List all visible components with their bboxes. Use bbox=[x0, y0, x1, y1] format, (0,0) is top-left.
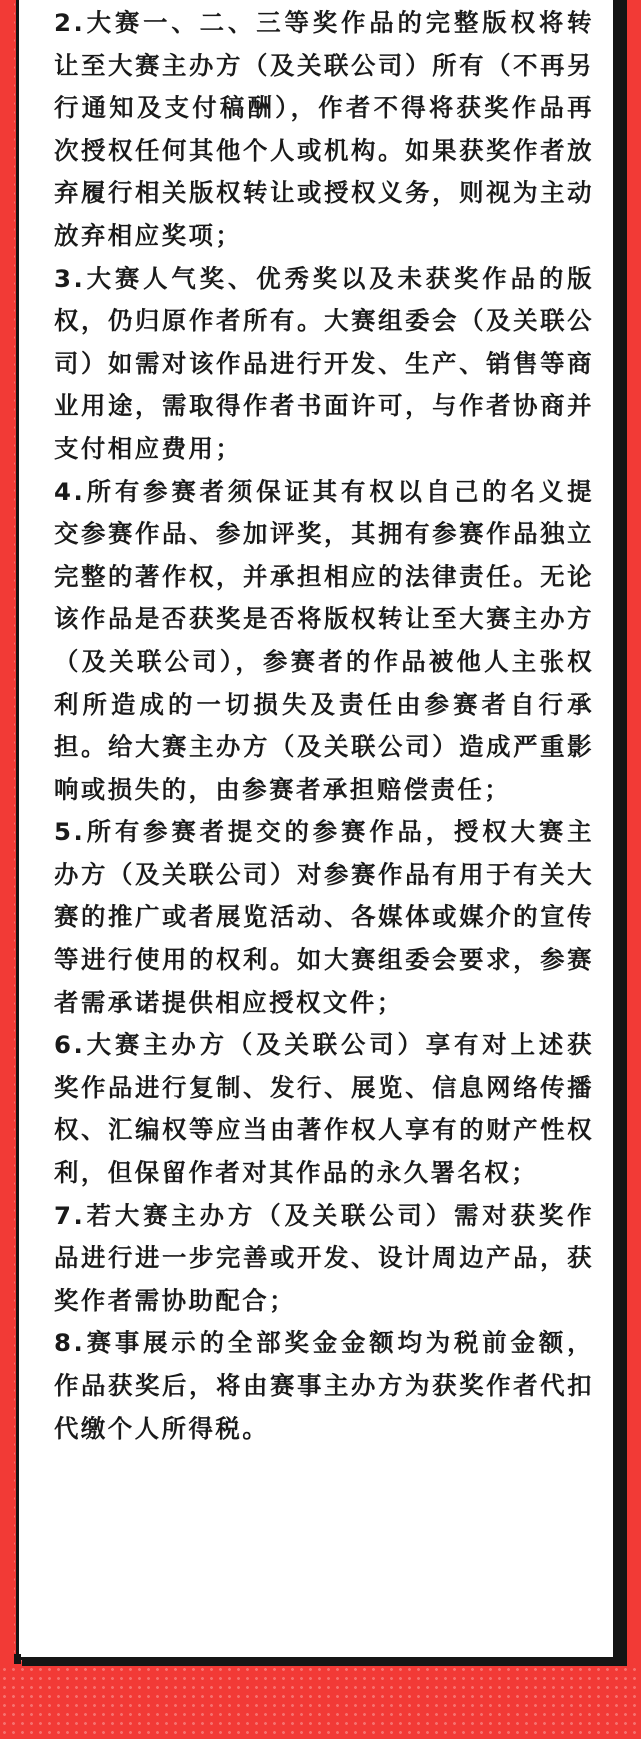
term-3-paragraph: 3.大赛人气奖、优秀奖以及未获奖作品的版权，仍归原作者所有。大赛组委会（及关联公司）如需对该作品进行开发、生产、销售等商业用途，需取得作者书面许可，与作者协商并支付相应费用； bbox=[54, 263, 594, 463]
term-7-paragraph: 7.若大赛主办方（及关联公司）需对获奖作品进行进一步完善或开发、设计周边产品，获奖作者需协助配合； bbox=[54, 1200, 594, 1315]
right-red-band bbox=[627, 0, 641, 1662]
term-6-paragraph: 6.大赛主办方（及关联公司）享有对上述获奖作品进行复制、发行、展览、信息网络传播权、汇编权等应当由著作权人享有的财产性权利，但保留作者对其作品的永久署名权； bbox=[54, 1030, 594, 1188]
term-8-paragraph: 8.赛事展示的全部奖金金额均为税前金额，作品获奖后，将由赛事主办方为获奖作者代扣代缴个人所得税。 bbox=[54, 1328, 594, 1443]
left-red-band bbox=[0, 0, 14, 1662]
term-5-paragraph: 5.所有参赛者提交的参赛作品，授权大赛主办方（及关联公司）对参赛作品有用于有关大赛的推广或者展览活动、各媒体或媒介的宣传等进行使用的权利。如大赛组委会要求，参赛者需承诺提供相应授权文件； bbox=[54, 817, 594, 1017]
terms-content bbox=[54, 2, 594, 1450]
term-4-paragraph: 4.所有参赛者须保证其有权以自己的名义提交参赛作品、参加评奖，其拥有参赛作品独立完整的著作权，并承担相应的法律责任。无论该作品是否获奖是否将版权转让至大赛主办方（及关联公司），参赛者的作品被他人主张权利所造成的一切损失及责任由参赛者自行承担。给大赛主办方（及关联公司）造成严重影响或损失的，由参赛者承担赔偿责任； bbox=[54, 476, 594, 804]
card-corner-accent bbox=[14, 1654, 21, 1664]
term-2-paragraph: 2.大赛一、二、三等奖作品的完整版权将转让至大赛主办方（及关联公司）所有（不再另行通知及支付稿酬），作者不得将获奖作品再次授权任何其他个人或机构。如果获奖作者放弃履行相关版权转让或授权义务，则视为主动放弃相应奖项； bbox=[54, 8, 594, 250]
